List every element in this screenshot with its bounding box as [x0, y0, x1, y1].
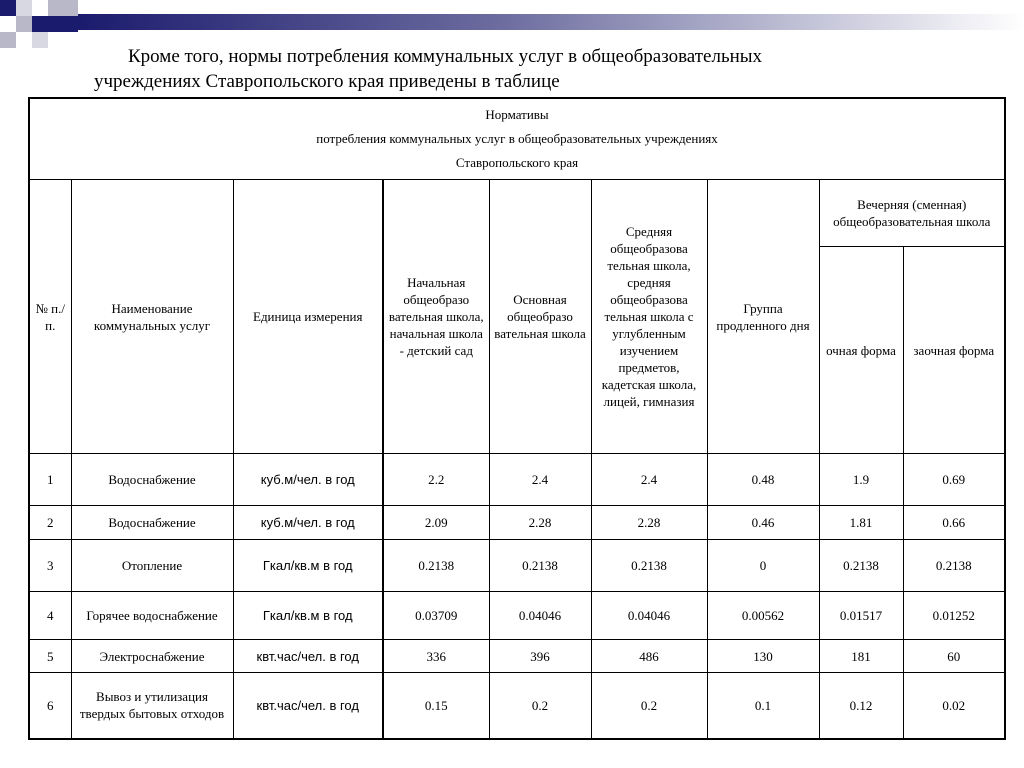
row-fulltime: 181 [819, 640, 903, 673]
row-primary: 0.15 [383, 673, 489, 739]
row-unit: Гкал/кв.м в год [233, 540, 383, 592]
row-num: 2 [29, 506, 71, 540]
row-basic: 396 [489, 640, 591, 673]
row-fulltime: 1.81 [819, 506, 903, 540]
header-correspondence: заочная форма [903, 247, 1005, 454]
row-basic: 0.2 [489, 673, 591, 739]
table-row [29, 540, 1005, 592]
row-num: 1 [29, 454, 71, 506]
row-unit: квт.час/чел. в год [233, 640, 383, 673]
row-fulltime: 1.9 [819, 454, 903, 506]
deco-square-2 [16, 0, 32, 16]
row-secondary: 2.28 [591, 506, 707, 540]
row-secondary: 0.04046 [591, 592, 707, 640]
header-basic: Основная общеобразо вательная школа [489, 180, 591, 454]
row-unit: Гкал/кв.м в год [233, 592, 383, 640]
row-num: 3 [29, 540, 71, 592]
row-unit: квт.час/чел. в год [233, 673, 383, 739]
row-name: Водоснабжение [71, 506, 233, 540]
row-fulltime: 0.12 [819, 673, 903, 739]
row-extended: 0.1 [707, 673, 819, 739]
row-correspondence: 0.01252 [903, 592, 1005, 640]
row-extended: 0.48 [707, 454, 819, 506]
header-name: Наименование коммунальных услуг [71, 180, 233, 454]
row-num: 4 [29, 592, 71, 640]
row-primary: 0.03709 [383, 592, 489, 640]
row-secondary: 0.2138 [591, 540, 707, 592]
row-fulltime: 0.2138 [819, 540, 903, 592]
table-row [29, 640, 1005, 673]
norms-table [28, 97, 1006, 740]
row-num: 6 [29, 673, 71, 739]
deco-square-1 [0, 0, 16, 16]
row-secondary: 486 [591, 640, 707, 673]
header-fulltime: очная форма [819, 247, 903, 454]
deco-square-8 [16, 16, 32, 32]
slide-decoration [0, 0, 1024, 50]
row-num: 5 [29, 640, 71, 673]
row-name: Вывоз и утилизация твердых бытовых отходов [71, 673, 233, 739]
row-fulltime: 0.01517 [819, 592, 903, 640]
row-basic: 0.04046 [489, 592, 591, 640]
deco-square-5 [48, 16, 78, 32]
table-row [29, 454, 1005, 506]
row-correspondence: 60 [903, 640, 1005, 673]
deco-square-6 [0, 32, 16, 48]
row-correspondence: 0.02 [903, 673, 1005, 739]
row-primary: 336 [383, 640, 489, 673]
row-name: Водоснабжение [71, 454, 233, 506]
header-primary: Начальная общеобразо вательная школа, начальная школа - детский сад [383, 180, 489, 454]
row-correspondence: 0.66 [903, 506, 1005, 540]
row-extended: 130 [707, 640, 819, 673]
deco-square-3 [48, 0, 78, 16]
row-secondary: 0.2 [591, 673, 707, 739]
deco-square-7 [32, 32, 48, 48]
row-name: Электроснабжение [71, 640, 233, 673]
row-primary: 0.2138 [383, 540, 489, 592]
row-extended: 0.00562 [707, 592, 819, 640]
header-unit: Единица измерения [233, 180, 383, 454]
table-caption [29, 98, 1005, 180]
heading-line-2: учреждениях Ставропольского края приведены в таблице [94, 71, 560, 92]
header-secondary: Средняя общеобразова тельная школа, средняя общеобразова тельная школа с углубленным изучением предметов, кадетская школа, лицей, гимназия [591, 180, 707, 454]
row-name: Горячее водоснабжение [71, 592, 233, 640]
row-extended: 0.46 [707, 506, 819, 540]
row-extended: 0 [707, 540, 819, 592]
slide-heading [94, 44, 974, 94]
header-num: № п./ п. [29, 180, 71, 454]
table-row [29, 673, 1005, 739]
row-correspondence: 0.2138 [903, 540, 1005, 592]
row-correspondence: 0.69 [903, 454, 1005, 506]
caption-line-3: Ставропольского края [455, 155, 579, 170]
header-evening: Вечерняя (сменная) общеобразовательная школа [819, 180, 1005, 247]
row-basic: 2.4 [489, 454, 591, 506]
row-unit: куб.м/чел. в год [233, 454, 383, 506]
heading-line-1: Кроме того, нормы потребления коммунальных услуг в общеобразовательных [128, 46, 763, 67]
row-basic: 2.28 [489, 506, 591, 540]
table-row [29, 506, 1005, 540]
deco-square-4 [32, 16, 48, 32]
row-secondary: 2.4 [591, 454, 707, 506]
table-row [29, 592, 1005, 640]
row-basic: 0.2138 [489, 540, 591, 592]
header-extended: Группа продленного дня [707, 180, 819, 454]
row-primary: 2.2 [383, 454, 489, 506]
row-name: Отопление [71, 540, 233, 592]
row-primary: 2.09 [383, 506, 489, 540]
row-unit: куб.м/чел. в год [233, 506, 383, 540]
caption-line-1: Нормативы [485, 107, 549, 122]
caption-line-2: потребления коммунальных услуг в общеобразовательных учреждениях [316, 131, 718, 146]
